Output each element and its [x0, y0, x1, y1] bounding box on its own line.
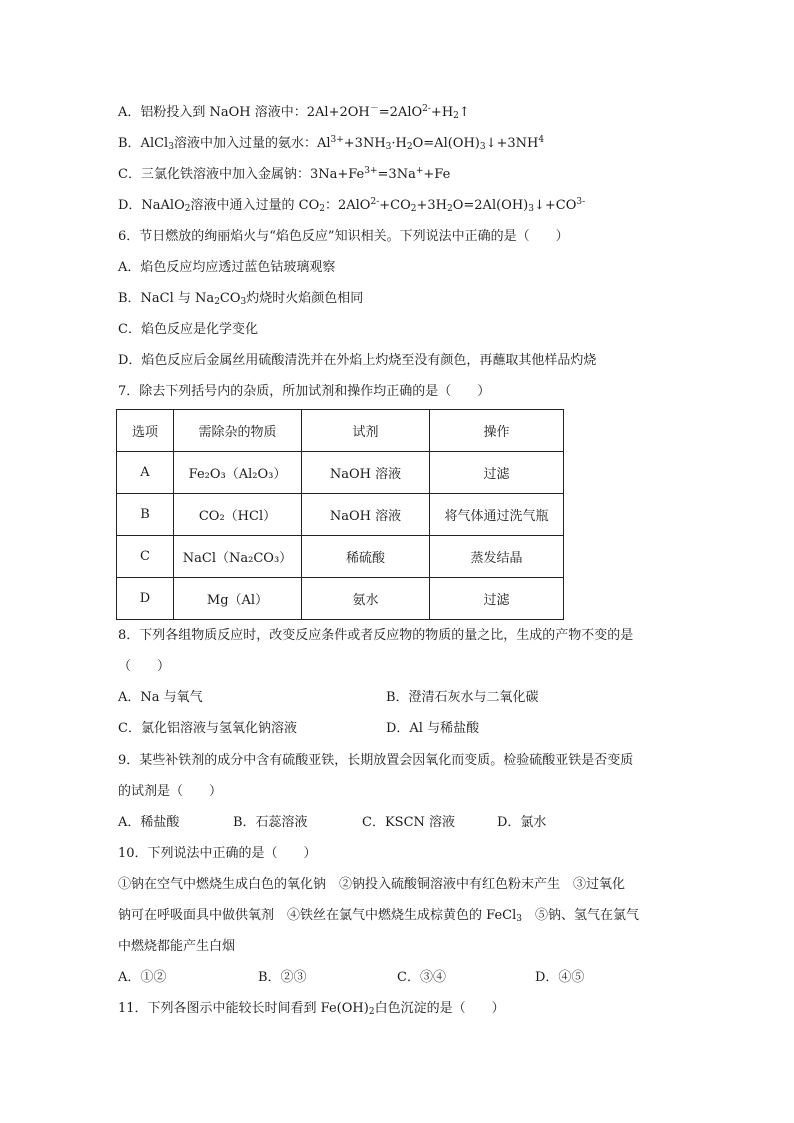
subscript: 2	[368, 1007, 375, 1017]
text: ↓+CO	[533, 198, 577, 213]
q8-stem-line2: （ ）	[118, 659, 171, 674]
q6-option-d: D．焰色反应后金属丝用硫酸清洗并在外焰上灼烧至没有颜色，再蘸取其他样品灼烧	[118, 353, 597, 368]
subscript: 3	[240, 297, 247, 307]
text: +Fe	[423, 167, 451, 182]
text: =2AlO	[378, 105, 423, 120]
text: D．NaAlO	[118, 198, 185, 213]
table-row	[117, 452, 564, 494]
q9-stem-line2: 的试剂是（ ）	[118, 784, 223, 799]
text: 钠可在呼吸面具中做供氧剂 ④铁丝在氯气中燃烧生成棕黄色的 FeCl	[118, 908, 517, 923]
text: ·H	[391, 136, 407, 151]
text: 溶液中加入过量的氨水：Al	[173, 136, 331, 151]
reaction-option-c	[118, 167, 450, 183]
table-cell: Fe₂O₃（Al₂O₃）	[174, 452, 302, 494]
q8-option-b: B．澄清石灰水与二氧化碳	[386, 690, 539, 705]
table-header-row	[117, 410, 564, 452]
table-cell: 氨水	[302, 578, 430, 620]
text: ⑤钠、氢气在氯气	[521, 908, 639, 923]
q10-statement-line2	[118, 908, 639, 924]
subscript: 2	[319, 204, 325, 214]
q10-option-d: D．④⑤	[535, 970, 585, 985]
table-row	[117, 494, 564, 536]
table-cell: B	[117, 494, 174, 536]
q10-stem: 10．下列说法中正确的是（ ）	[118, 846, 317, 861]
text: 溶液中通入过量的 CO	[190, 198, 320, 213]
text: ：2AlO	[324, 198, 371, 213]
table-cell: NaCl（Na₂CO₃）	[174, 536, 302, 578]
text: A．铝粉投入到 NaOH 溶液中：2Al+2OH	[118, 105, 370, 120]
text: 白色沉淀的是（ ）	[374, 1001, 505, 1016]
q9-option-c: C．KSCN 溶液	[362, 815, 456, 830]
text: B．NaCl 与 Na	[118, 291, 215, 306]
text: O=Al(OH)	[412, 136, 480, 151]
superscript: 3+	[330, 135, 344, 145]
q6-option-c: C．焰色反应是化学变化	[118, 322, 258, 337]
table-cell: A	[117, 452, 174, 494]
q9-option-d: D．氯水	[497, 815, 547, 830]
q8-option-d: D．Al 与稀盐酸	[386, 721, 480, 736]
table-header: 操作	[430, 410, 564, 452]
text: 11．下列各图示中能较长时间看到 Fe(OH)	[118, 1001, 369, 1016]
text: +3H	[416, 198, 447, 213]
q6-option-b	[118, 291, 363, 307]
q7-stem: 7．除去下列括号内的杂质，所加试剂和操作均正确的是（ ）	[118, 384, 491, 399]
reaction-option-b	[118, 136, 544, 152]
q10-statement-line1: ①钠在空气中燃烧生成白色的氧化钠 ②钠投入硫酸铜溶液中有红色粉末产生 ③过氧化	[118, 877, 626, 892]
text: +3NH	[343, 136, 386, 151]
q7-table	[116, 409, 564, 620]
text: ↑	[458, 105, 470, 120]
q6-stem: 6．节日燃放的绚丽焰火与“焰色反应”知识相关。下列说法中正确的是（ ）	[118, 229, 569, 244]
table-header: 选项	[117, 410, 174, 452]
subscript: 3	[528, 204, 534, 214]
text: =3Na	[377, 167, 416, 182]
q8-option-c: C．氯化铝溶液与氢氧化钠溶液	[118, 721, 297, 736]
table-cell: NaOH 溶液	[302, 452, 430, 494]
q9-option-b: B．石蕊溶液	[233, 815, 308, 830]
q6-option-a: A．焰色反应均应透过蓝色钴玻璃观察	[118, 260, 336, 275]
table-row	[117, 536, 564, 578]
subscript: 2	[184, 204, 191, 214]
text: O=2Al(OH)	[452, 198, 529, 213]
subscript: 2	[406, 142, 413, 152]
superscript: 2-	[370, 197, 380, 207]
table-cell: 过滤	[430, 452, 564, 494]
subscript: 3	[168, 142, 174, 152]
table-cell: D	[117, 578, 174, 620]
q10-option-b: B．②③	[258, 970, 307, 985]
superscript: 3+	[364, 166, 378, 176]
subscript: 2	[447, 204, 453, 214]
subscript: 2	[214, 297, 220, 307]
q10-statement-line3: 中燃烧都能产生白烟	[118, 939, 236, 954]
reaction-option-d	[118, 198, 585, 214]
table-row	[117, 578, 564, 620]
superscript: 4	[538, 135, 545, 145]
text: +H	[430, 105, 454, 120]
subscript: 2	[453, 111, 459, 121]
q8-option-a: A．Na 与氧气	[118, 690, 203, 705]
subscript: 3	[479, 142, 486, 152]
table-cell: C	[117, 536, 174, 578]
table-header: 试剂	[302, 410, 430, 452]
table-header: 需除杂的物质	[174, 410, 302, 452]
table-cell: 将气体通过洗气瓶	[430, 494, 564, 536]
reaction-option-a	[118, 105, 470, 121]
q10-option-c: C．③④	[397, 970, 446, 985]
text: ↓+3NH	[485, 136, 539, 151]
superscript: －	[369, 104, 379, 114]
text: 灼烧时火焰颜色相同	[246, 291, 364, 306]
superscript: 2-	[422, 104, 431, 114]
table-cell: CO₂（HCl）	[174, 494, 302, 536]
q9-option-a: A．稀盐酸	[118, 815, 180, 830]
q8-stem-line1: 8．下列各组物质反应时，改变反应条件或者反应物的物质的量之比，生成的产物不变的是	[118, 628, 634, 643]
text: B．AlCl	[118, 136, 169, 151]
q9-stem-line1: 9．某些补铁剂的成分中含有硫酸亚铁，长期放置会因氧化而变质。检验硫酸亚铁是否变质	[118, 753, 634, 768]
table-cell: 蒸发结晶	[430, 536, 564, 578]
superscript: +	[415, 166, 424, 176]
table-cell: Mg（Al）	[174, 578, 302, 620]
subscript: 3	[385, 142, 392, 152]
table-cell: NaOH 溶液	[302, 494, 430, 536]
text: C．三氯化铁溶液中加入金属钠：3Na+Fe	[118, 167, 365, 182]
subscript: 2	[410, 204, 417, 214]
subscript: 3	[516, 914, 522, 924]
q10-option-a: A．①②	[118, 970, 167, 985]
text: CO	[219, 291, 241, 306]
q11-stem	[118, 1001, 505, 1017]
table-cell: 过滤	[430, 578, 564, 620]
superscript: 3-	[576, 197, 586, 207]
table-cell: 稀硫酸	[302, 536, 430, 578]
text: +CO	[379, 198, 411, 213]
